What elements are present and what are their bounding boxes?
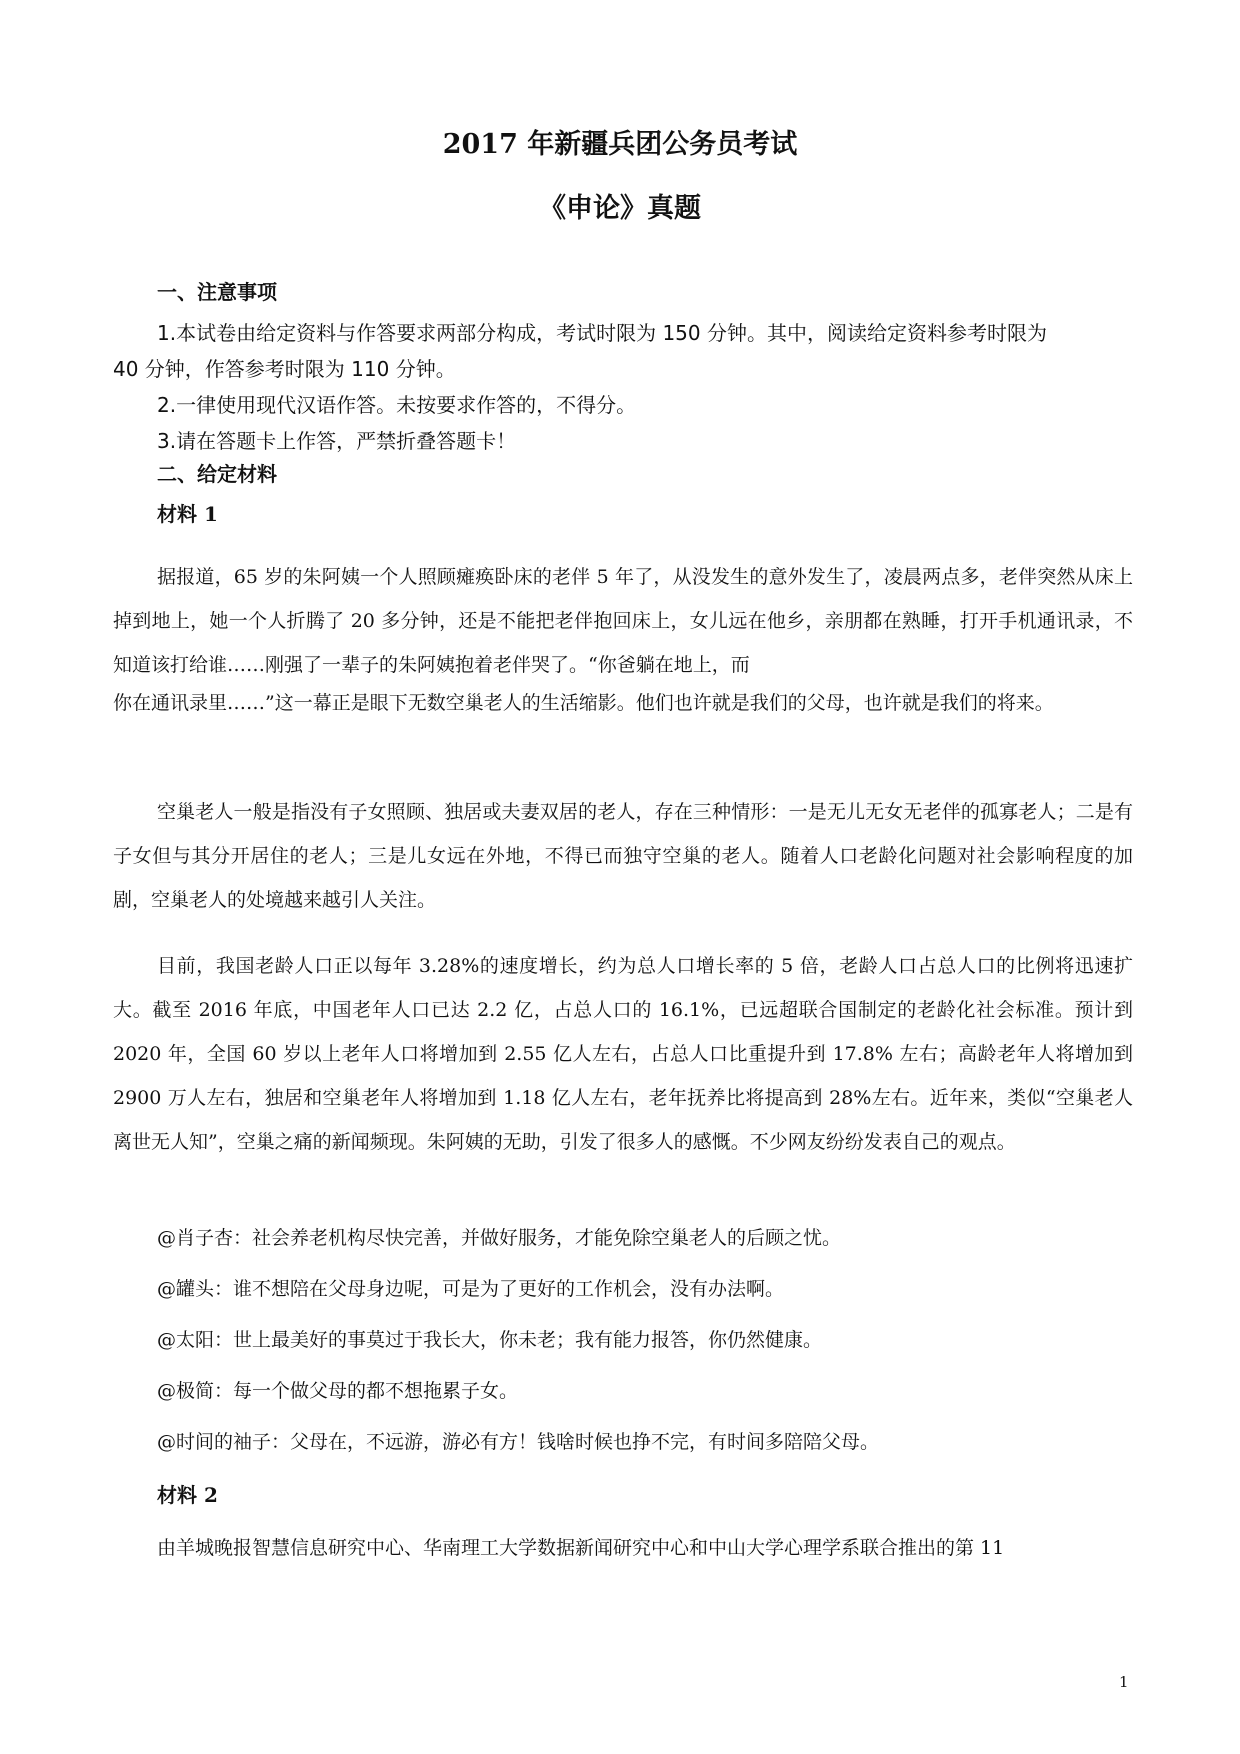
material-2-heading: 材料 2 <box>157 1483 218 1507</box>
netizen-comment: @罐头：谁不想陪在父母身边呢，可是为了更好的工作机会，没有办法啊。 <box>157 1278 785 1300</box>
material-1-paragraph: 据报道，65 岁的朱阿姨一个人照顾瘫痪卧床的老伴 5 年了，从没发生的意外发生了，凌晨两点多，老伴突然从床上掉到地上，她一个人折腾了 20 多分钟，还是不能把老伴抱回床上，女儿远在他乡，亲朋都在熟睡，打开手机通讯录，不知道该打给谁……刚强了一辈子的朱阿姨抱着老伴哭了。“你爸躺在地上，而 <box>113 566 1133 676</box>
note-item: 3.请在答题卡上作答，严禁折叠答题卡！ <box>157 429 517 453</box>
material-1-paragraph: 目前，我国老龄人口正以每年 3.28%的速度增长，约为总人口增长率的 5 倍，老龄人口占总人口的比例将迅速扩大。截至 2016 年底，中国老年人口已达 2.2 亿，占总人口的 16.1%，已远超联合国制定的老龄化社会标准。预计到 2020 年，全国 60 岁以上老年人口将增加到 2.55 亿人左右，占总人口比重提升到 17.8% 左右；高龄老年人将增加到 2900 万人左右，独居和空巢老年人将增加到 1.18 亿人左右，老年抚养比将提高到 28%左右。近年来，类似“空巢老人离世无人知”，空巢之痛的新闻频现。朱阿姨的无助，引发了很多人的感慨。不少网友纷纷发表自己的观点。 <box>113 955 1133 1153</box>
section-heading-materials: 二、给定材料 <box>157 462 277 486</box>
document-title: 2017 年新疆兵团公务员考试 <box>442 129 798 160</box>
page-number: 1 <box>1119 1673 1129 1691</box>
material-2-paragraph: 由羊城晚报智慧信息研究中心、华南理工大学数据新闻研究中心和中山大学心理学系联合推出的第 11 <box>157 1537 1005 1559</box>
netizen-comment: @肖子杏：社会养老机构尽快完善，并做好服务，才能免除空巢老人的后顾之忧。 <box>157 1227 842 1249</box>
netizen-comment: @时间的袖子：父母在，不远游，游必有方！钱啥时候也挣不完，有时间多陪陪父母。 <box>157 1431 880 1453</box>
netizen-comment: @太阳：世上最美好的事莫过于我长大，你未老；我有能力报答，你仍然健康。 <box>157 1329 823 1351</box>
note-item: 2.一律使用现代汉语作答。未按要求作答的，不得分。 <box>157 393 637 417</box>
section-heading-notes: 一、注意事项 <box>157 280 277 304</box>
note-item: 40 分钟，作答参考时限为 110 分钟。 <box>113 357 456 381</box>
note-item: 1.本试卷由给定资料与作答要求两部分构成，考试时限为 150 分钟。其中，阅读给定资料参考时限为 <box>157 321 1047 345</box>
material-1-heading: 材料 1 <box>157 502 218 526</box>
material-1-paragraph: 你在通讯录里……”这一幕正是眼下无数空巢老人的生活缩影。他们也许就是我们的父母，也许就是我们的将来。 <box>113 692 1054 714</box>
netizen-comment: @极简：每一个做父母的都不想拖累子女。 <box>157 1380 519 1402</box>
document-subtitle: 《申论》真题 <box>539 193 701 224</box>
material-1-paragraph: 空巢老人一般是指没有子女照顾、独居或夫妻双居的老人，存在三种情形：一是无儿无女无老伴的孤寡老人；二是有子女但与其分开居住的老人；三是儿女远在外地，不得已而独守空巢的老人。随着人口老龄化问题对社会影响程度的加剧，空巢老人的处境越来越引人关注。 <box>113 801 1133 911</box>
